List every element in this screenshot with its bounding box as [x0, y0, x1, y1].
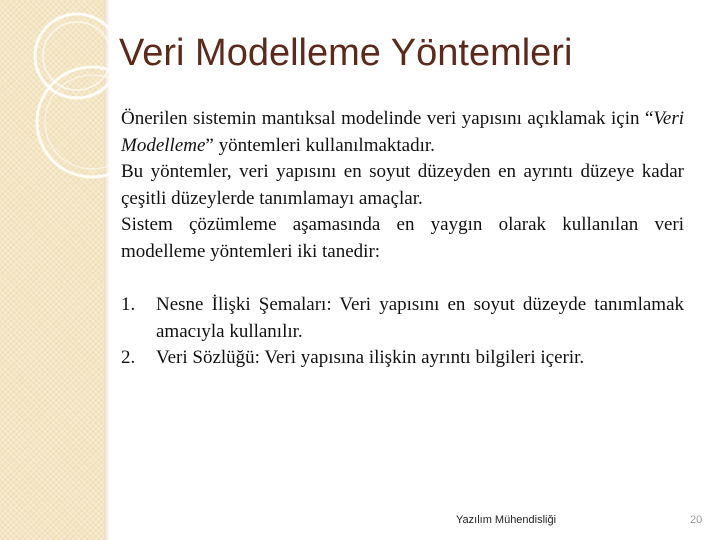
slide-body — [121, 106, 684, 372]
intro-emphasis: Veri Modelleme — [121, 108, 684, 156]
intro-text-end: ” yöntemleri kullanılmaktadır. — [205, 134, 435, 156]
list-item-number: 2. — [121, 347, 136, 368]
list-item-text: Veri Sözlüğü: Veri yapısına ilişkin ayrıntı bilgileri içerir. — [156, 347, 585, 368]
slide-title: Veri Modelleme Yöntemleri — [119, 32, 573, 74]
list-item-number: 1. — [121, 294, 136, 315]
methods-paragraph: Sistem çözümleme aşamasında en yaygın olarak kullanılan veri modelleme yöntemleri iki tanedir: — [121, 214, 684, 262]
methods-list — [121, 292, 684, 372]
list-item — [121, 345, 684, 372]
intro-paragraph — [121, 106, 684, 159]
intro-text-start: Önerilen sistemin mantıksal modelinde veri yapısını açıklamak için “ — [121, 108, 654, 129]
page-number: 20 — [690, 514, 703, 526]
list-item-text: Nesne İlişki Şemaları: Veri yapısını en soyut düzeyde tanımlamak amacıyla kullanılır. — [156, 294, 684, 342]
footer-text: Yazılım Mühendisliği — [456, 514, 557, 526]
goal-paragraph: Bu yöntemler, veri yapısını en soyut düzeyden en ayrıntı düzeye kadar çeşitli düzeylerde tanımlamayı amaçlar. — [121, 161, 684, 209]
list-item — [121, 292, 684, 345]
